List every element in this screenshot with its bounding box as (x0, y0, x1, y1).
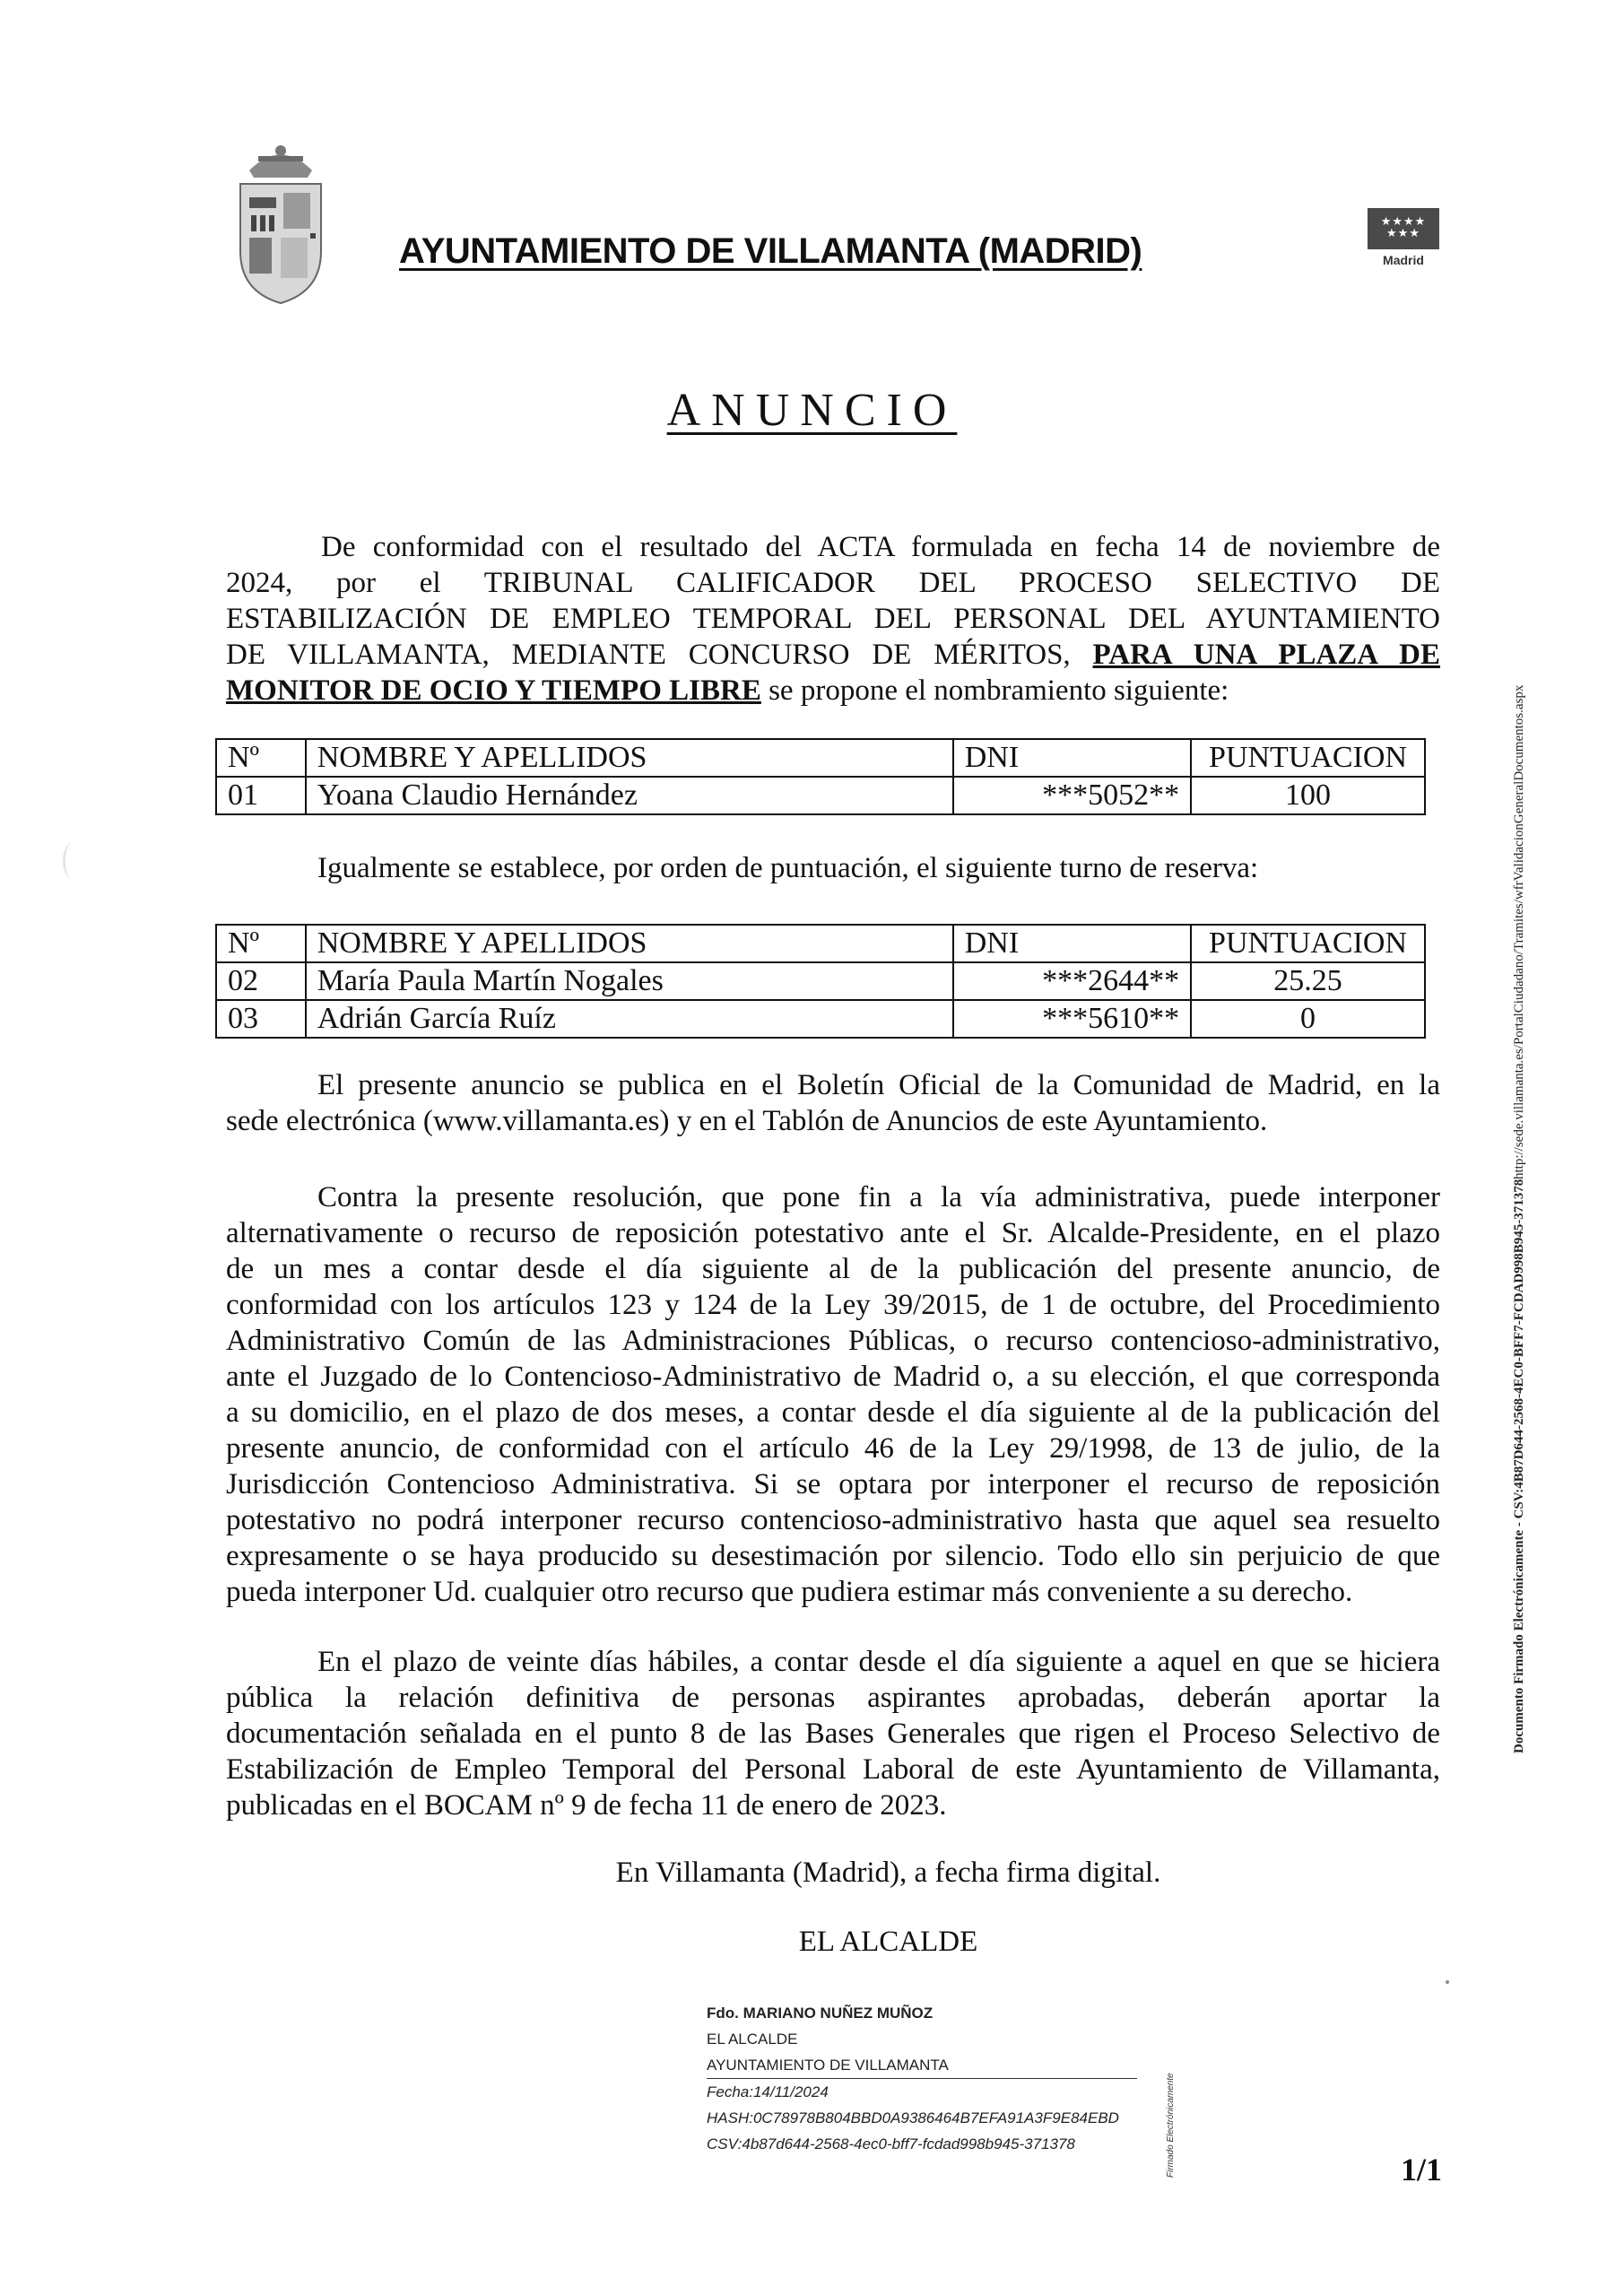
cell-number: 02 (216, 962, 306, 1000)
paragraph-line: publicadas en el BOCAM nº 9 de fecha 11 de enero de 2023. (226, 1789, 947, 1822)
verification-url[interactable]: http://sede.villamanta.es/PortalCiudadano/Tramites/wfrValidacionGeneralDocumentos.aspx (1512, 684, 1526, 1179)
paragraph-line: Estabilización de Empleo Temporal del Personal Laboral de este Ayuntamiento de Villamanta, (226, 1753, 1440, 1786)
header-title: AYUNTAMIENTO DE VILLAMANTA (MADRID) (399, 231, 1142, 271)
madrid-region-logo (1368, 208, 1439, 273)
cell-number: 01 (216, 777, 306, 814)
region-logo-label: Madrid (1383, 253, 1424, 267)
paragraph-line: Jurisdicción Contencioso Administrativa. Si se optara por interponer el recurso de reposición (226, 1468, 1440, 1500)
col-header-number: Nº (216, 739, 306, 777)
paragraph-line: Administrativo Común de las Administraciones Públicas, o recurso contencioso-administrativo, (226, 1325, 1440, 1357)
paragraph-line: a su domicilio, en el plazo de dos meses, a contar desde el día siguiente al de la publicación del (226, 1396, 1440, 1429)
table-header-row (216, 925, 1425, 962)
intro-line: De conformidad con el resultado del ACTA formulada en fecha 14 de noviembre de (321, 531, 1440, 563)
csv-line: Documento Firmado Electrónicamente - CSV:4B87D644-2568-4EC0-BFF7-FCDAD998B945-371378 (1512, 1178, 1526, 1753)
page-number: 1/1 (1401, 2152, 1443, 2187)
cell-dni: ***5610** (953, 1000, 1191, 1038)
paragraph-line: El presente anuncio se publica en el Boletín Oficial de la Comunidad de Madrid, en la (317, 1069, 1440, 1101)
appointment-table (215, 738, 1426, 815)
scan-mark (63, 843, 82, 879)
cell-name: María Paula Martín Nogales (306, 962, 953, 1000)
signature-csv: CSV:4b87d644-2568-4ec0-bff7-fcdad998b945-371378 (707, 2135, 1075, 2152)
position-highlight: PARA UNA PLAZA DE (1092, 639, 1441, 671)
paragraph-line: de un mes a contar desde el día siguiente al de la publicación del presente anuncio, de (226, 1253, 1440, 1285)
municipal-crest-icon (231, 144, 330, 305)
col-header-name: NOMBRE Y APELLIDOS (306, 739, 953, 777)
documentation-paragraph (226, 1644, 1440, 1823)
madrid-flag-icon: ★★★★ ★★★ (1368, 208, 1439, 249)
col-header-score: PUNTUACION (1191, 739, 1425, 777)
place-date: En Villamanta (Madrid), a fecha firma digital. (615, 1857, 1161, 1889)
table-row (216, 962, 1425, 1000)
intro-line: DE VILLAMANTA, MEDIANTE CONCURSO DE MÉRITOS, PARA UNA PLAZA DE (226, 639, 1441, 671)
position-highlight: MONITOR DE OCIO Y TIEMPO LIBRE (226, 674, 761, 707)
col-header-dni: DNI (953, 739, 1191, 777)
publication-paragraph (226, 1067, 1440, 1139)
table-row (216, 1000, 1425, 1038)
paragraph-line: documentación señalada en el punto 8 de las Bases Generales que rigen el Proceso Selectivo de (226, 1718, 1440, 1750)
table-header-row (216, 739, 1425, 777)
table-row (216, 777, 1425, 814)
signed-electronically-label: Firmado Electrónicamente (1166, 2073, 1176, 2178)
paragraph-line: presente anuncio, de conformidad con el artículo 46 de la Ley 29/1998, de 13 de julio, de la (226, 1432, 1440, 1465)
reserve-table (215, 924, 1426, 1039)
cell-score: 100 (1191, 777, 1425, 814)
cell-number: 03 (216, 1000, 306, 1038)
reserve-intro: Igualmente se establece, por orden de puntuación, el siguiente turno de reserva: (317, 852, 1259, 884)
digital-signature-block (707, 2000, 1155, 2157)
col-header-number: Nº (216, 925, 306, 962)
signature-hash: HASH:0C78978B804BBD0A9386464B7EFA91A3F9E84EBD (707, 2109, 1119, 2126)
intro-paragraph (226, 529, 1440, 709)
paragraph-line: conformidad con los artículos 123 y 124 de la Ley 39/2015, de 1 de octubre, del Procedimiento (226, 1289, 1440, 1321)
paragraph-line: sede electrónica (www.villamanta.es) y en el Tablón de Anuncios de este Ayuntamiento. (226, 1105, 1268, 1137)
scan-dot (1446, 1980, 1449, 1984)
signature-date: Fecha:14/11/2024 (707, 2083, 829, 2100)
paragraph-line: alternativamente o recurso de reposición potestativo ante el Sr. Alcalde-Presidente, en el plazo (226, 1217, 1440, 1249)
paragraph-line: expresamente o se haya producido su desestimación por silencio. Todo ello sin perjuicio de que (226, 1540, 1440, 1572)
cell-dni: ***5052** (953, 777, 1191, 814)
signature-role: EL ALCALDE (707, 2031, 798, 2048)
csv-verification-note (1509, 684, 1572, 1753)
intro-line: ESTABILIZACIÓN DE EMPLEO TEMPORAL DEL PERSONAL DEL AYUNTAMIENTO (226, 603, 1440, 635)
signature-entity: AYUNTAMIENTO DE VILLAMANTA (707, 2052, 1137, 2079)
intro-line: 2024, por el TRIBUNAL CALIFICADOR DEL PROCESO SELECTIVO DE (226, 567, 1440, 599)
signer-role: EL ALCALDE (798, 1926, 978, 1958)
cell-score: 0 (1191, 1000, 1425, 1038)
cell-score: 25.25 (1191, 962, 1425, 1000)
appeal-paragraph (226, 1179, 1440, 1610)
paragraph-line: En el plazo de veinte días hábiles, a contar desde el día siguiente a aquel en que se hiciera (317, 1646, 1440, 1678)
cell-name: Adrián García Ruíz (306, 1000, 953, 1038)
col-header-dni: DNI (953, 925, 1191, 962)
paragraph-line: potestativo no podrá interponer recurso contencioso-administrativo hasta que aquel sea resuelto (226, 1504, 1440, 1536)
col-header-name: NOMBRE Y APELLIDOS (306, 925, 953, 962)
paragraph-line: Contra la presente resolución, que pone fin a la vía administrativa, puede interponer (317, 1181, 1440, 1213)
signature-name: Fdo. MARIANO NUÑEZ MUÑOZ (707, 2005, 934, 2022)
paragraph-line: ante el Juzgado de lo Contencioso-Administrativo de Madrid o, a su elección, el que corresponda (226, 1361, 1440, 1393)
intro-line: MONITOR DE OCIO Y TIEMPO LIBRE se propone el nombramiento siguiente: (226, 674, 1229, 707)
paragraph-line: pueda interponer Ud. cualquier otro recurso que pudiera estimar más conveniente a su derecho. (226, 1576, 1353, 1608)
document-title: ANUNCIO (666, 385, 958, 436)
cell-name: Yoana Claudio Hernández (306, 777, 953, 814)
paragraph-line: pública la relación definitiva de personas aspirantes aprobadas, deberán aportar la (226, 1682, 1440, 1714)
col-header-score: PUNTUACION (1191, 925, 1425, 962)
cell-dni: ***2644** (953, 962, 1191, 1000)
